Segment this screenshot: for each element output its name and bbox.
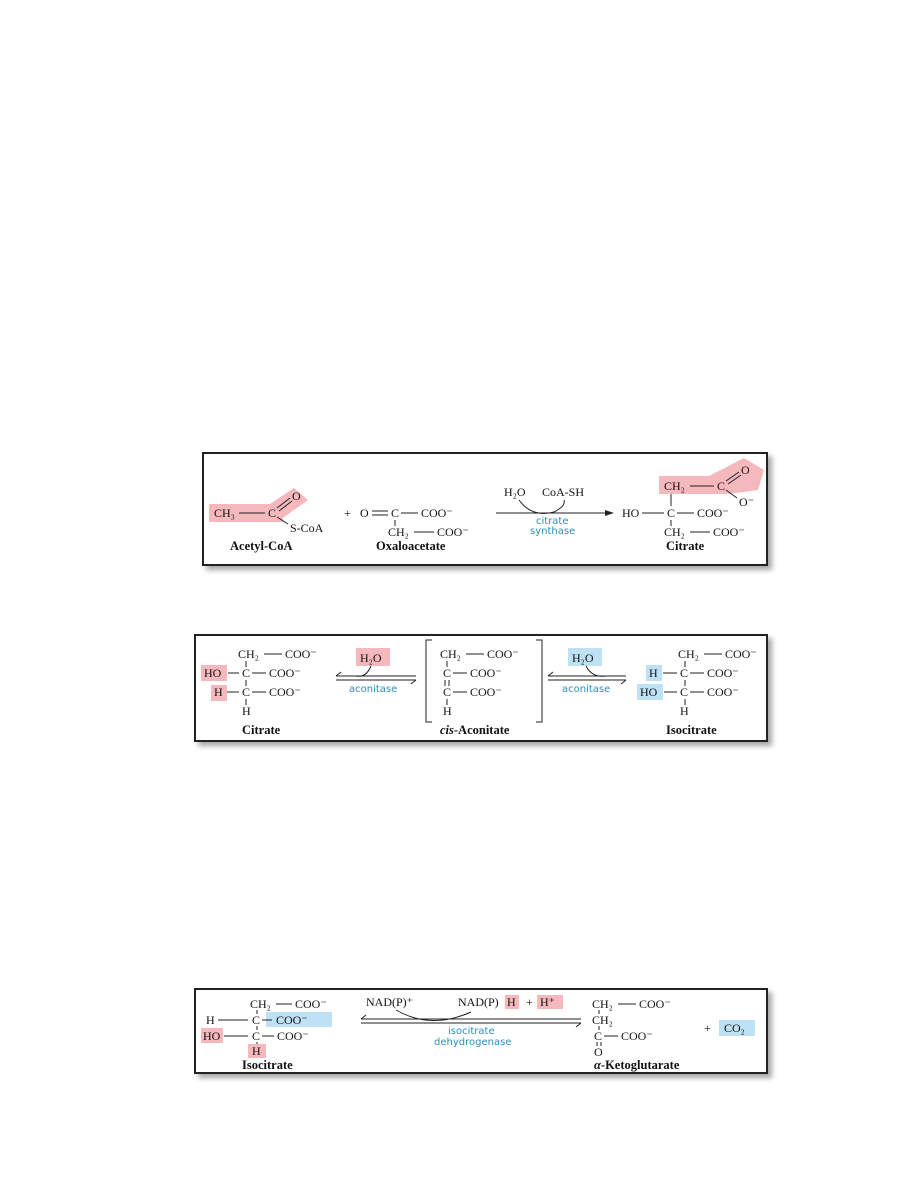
cis-aconitate-label: cis-Aconitate [440,723,510,737]
nadph: NAD(P) [458,995,499,1009]
iso2-coo-1: COO⁻ [725,647,757,661]
cit2-c-2: C [242,685,251,699]
enzyme-synthase: synthase [530,526,576,537]
cit2-ho: HO [204,666,222,680]
acetyl-c: C [268,506,277,520]
cis-coo-3: COO⁻ [470,685,502,699]
citrate-ho: HO [622,506,640,520]
iso2-c-2: C [680,685,689,699]
iso2-c-1: C [680,666,689,680]
akg-o: O [594,1045,603,1059]
acetyl-ch3: CH₃ [214,506,235,520]
cit2-ch2: CH₂ [238,647,259,661]
citrate-coo-mid: COO⁻ [697,506,729,520]
oxa-c: C [391,506,400,520]
cit2-coo-2: COO⁻ [269,666,301,680]
co2-plus: + [704,1021,711,1035]
cis-h: H [443,704,452,718]
cit2-coo-1: COO⁻ [285,647,317,661]
oxa-coo-2: COO⁻ [437,525,469,539]
acetyl-scoa: S-CoA [290,521,324,535]
acetyl-coa-label: Acetyl-CoA [230,539,293,553]
bracket-right [536,640,542,722]
cit2-c-1: C [242,666,251,680]
enzyme-aconitase-left: aconitase [349,684,398,695]
plus-sign: + [344,506,351,520]
oxa-coo-1: COO⁻ [421,506,453,520]
bracket-left [426,640,432,722]
oxaloacetate-label: Oxaloacetate [376,539,446,553]
citrate-synthase-panel [202,452,768,566]
reagent-h2o: H₂O [504,485,526,499]
iso2-h: H [649,666,658,680]
citrate-o-minus: O⁻ [739,495,754,509]
citrate-ch2-top: CH₂ [664,479,685,493]
iso3-h: H [206,1013,215,1027]
akg-ch2-b: CH₂ [592,1013,613,1027]
h-plus: H⁺ [540,995,555,1009]
acetyl-o: O [292,489,301,503]
cis-ch2: CH₂ [440,647,461,661]
iso3-c-2: C [252,1029,261,1043]
iso2-ch2: CH₂ [678,647,699,661]
iso3-coo-1: COO⁻ [295,997,327,1011]
citrate-o-top: O [741,463,750,477]
iso2-coo-3: COO⁻ [707,685,739,699]
cis-coo-2: COO⁻ [470,666,502,680]
citrate-ch2-bot: CH₂ [664,525,685,539]
akg-coo-1: COO⁻ [639,997,671,1011]
akg-c: C [594,1029,603,1043]
iso2-coo-2: COO⁻ [707,666,739,680]
oxa-o: O [360,506,369,520]
citrate-label: Citrate [666,539,705,553]
isocitrate-label-3: Isocitrate [242,1058,293,1072]
iso3-coo-2: COO⁻ [276,1013,308,1027]
iso3-c-1: C [252,1013,261,1027]
akg-coo-2: COO⁻ [621,1029,653,1043]
cis-coo-1: COO⁻ [487,647,519,661]
co2: CO₂ [724,1021,745,1035]
alpha-ketoglutarate-label: α-Ketoglutarate [594,1058,680,1072]
isocitrate-label-2: Isocitrate [666,723,717,737]
cofactor-plus: + [526,995,533,1009]
iso3-ho: HO [203,1029,221,1043]
h2o-right: H₂O [572,651,594,665]
citrate-c-mid: C [667,506,676,520]
iso3-coo-3: COO⁻ [277,1029,309,1043]
iso2-h-bottom: H [680,704,689,718]
oxa-ch2: CH₂ [388,525,409,539]
iso3-ch2: CH₂ [250,997,271,1011]
nadph-h: H [507,995,516,1009]
cit2-h: H [214,685,223,699]
cit2-label: Citrate [242,723,281,737]
cis-c-2: C [443,685,452,699]
aconitase-panel [194,634,768,742]
iso3-h-bottom: H [252,1044,261,1058]
citrate-coo-bot: COO⁻ [713,525,745,539]
iso2-ho: HO [640,685,658,699]
cis-c-1: C [443,666,452,680]
isocitrate-dehydrogenase-diagram [196,990,766,1072]
enzyme-citrate: citrate [536,516,569,527]
reagent-curve [519,500,564,514]
cit2-h-bottom: H [242,704,251,718]
enzyme-aconitase-right: aconitase [562,684,611,695]
enzyme-dehydrogenase: dehydrogenase [434,1037,512,1048]
citrate-c-top: C [717,479,726,493]
citrate-synthase-diagram [204,454,766,564]
enzyme-isocitrate: isocitrate [448,1026,495,1037]
isocitrate-dehydrogenase-panel [194,988,768,1074]
aconitase-diagram [196,636,766,740]
nadp-plus: NAD(P)⁺ [366,995,413,1009]
h2o-left: H₂O [360,651,382,665]
reagent-coa-sh: CoA-SH [542,485,585,499]
akg-ch2-a: CH₂ [592,997,613,1011]
cit2-coo-3: COO⁻ [269,685,301,699]
